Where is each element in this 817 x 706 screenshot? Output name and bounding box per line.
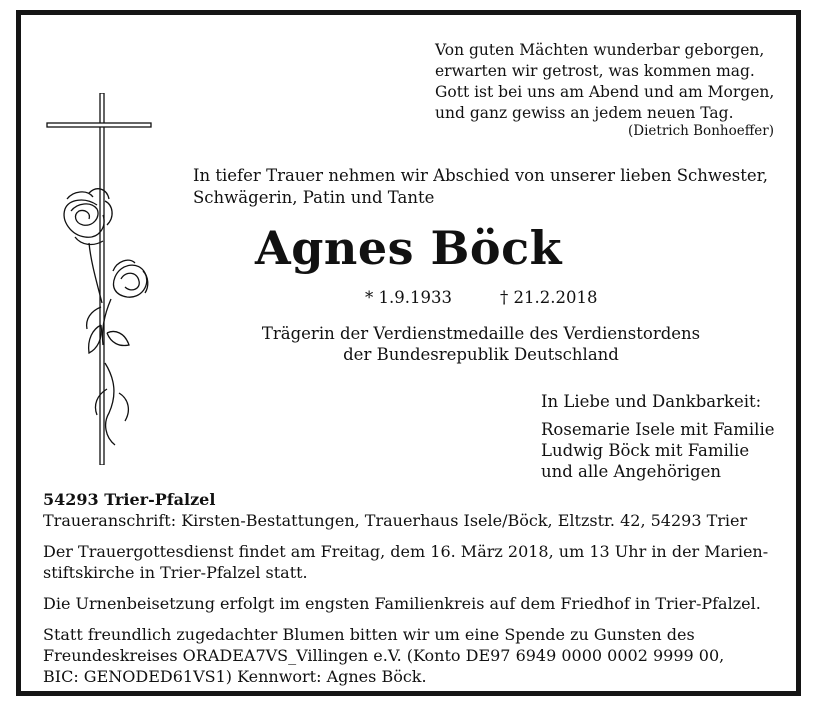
donation-line-2: Freundeskreises ORADEA7VS_Villingen e.V. (Konto DE97 6949 0000 0002 9999 00, (43, 646, 725, 665)
poem-line: Gott ist bei uns am Abend und am Morgen, (435, 83, 775, 101)
mourner-entry: Rosemarie Isele mit Familie (541, 420, 775, 439)
service-line-2: stiftskirche in Trier-Pfalzel statt. (43, 563, 308, 582)
honor-text (21, 323, 796, 365)
donation-line-1: Statt freundlich zugedachter Blumen bitten wir um eine Spende zu Gunsten des (43, 625, 695, 644)
intro-line-2: Schwägerin, Patin und Tante (193, 188, 435, 207)
mourning-intro (193, 165, 768, 209)
birth-date: * 1.9.1933 (365, 288, 452, 307)
poem (435, 40, 774, 124)
mourner-entry: und alle Angehörigen (541, 462, 722, 481)
honor-line-1: Trägerin der Verdienstmedaille des Verdienstordens (261, 324, 701, 343)
urn-burial: Die Urnenbeisetzung erfolgt im engsten Familienkreis auf dem Friedhof in Trier-Pfalzel. (43, 594, 761, 613)
poem-line: und ganz gewiss an jedem neuen Tag. (435, 104, 734, 122)
mourning-address: Traueranschrift: Kirsten-Bestattungen, Trauerhaus Isele/Böck, Eltzstr. 42, 54293 Trier (43, 511, 748, 530)
mourner-entry: Ludwig Böck mit Familie (541, 441, 750, 460)
location: 54293 Trier-Pfalzel (43, 490, 216, 509)
intro-line-1: In tiefer Trauer nehmen wir Abschied von unserer lieben Schwester, (193, 166, 768, 185)
mourners-list (541, 419, 775, 482)
poem-line: erwarten wir getrost, was kommen mag. (435, 62, 755, 80)
thanks-heading: In Liebe und Dankbarkeit: (541, 392, 762, 411)
death-date: † 21.2.2018 (500, 288, 598, 307)
poem-line: Von guten Mächten wunderbar geborgen, (435, 41, 765, 59)
poem-author: (Dietrich Bonhoeffer) (628, 123, 774, 139)
notice-details (43, 489, 778, 687)
service-line-1: Der Trauergottesdienst findet am Freitag, dem 16. März 2018, um 13 Uhr in der Marien- (43, 542, 769, 561)
honor-line-2: der Bundesrepublik Deutschland (343, 345, 619, 364)
deceased-name: Agnes Böck (255, 221, 562, 275)
donation-line-3: BIC: GENODED61VS1) Kennwort: Agnes Böck. (43, 667, 427, 686)
obituary-notice (16, 10, 801, 696)
cross-with-roses-icon (45, 93, 155, 465)
